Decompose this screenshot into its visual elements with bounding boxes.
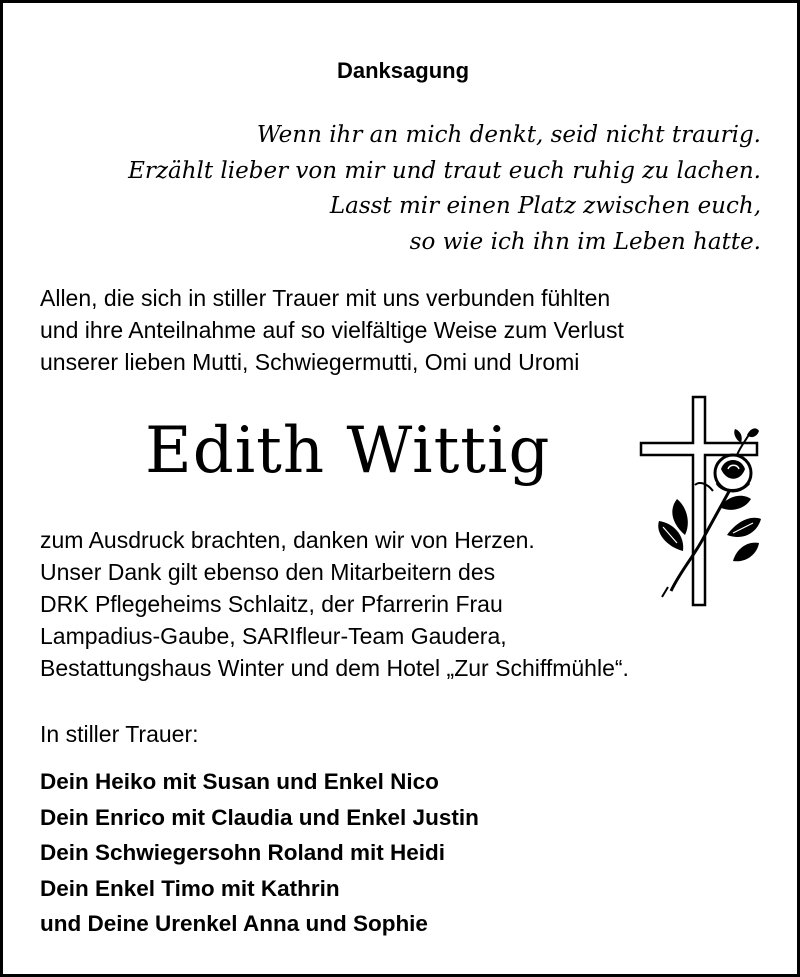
thanks-text bbox=[40, 524, 629, 684]
intro-line: und ihre Anteilnahme auf so vielfältige Weise zum Verlust bbox=[40, 317, 624, 343]
signature-line: Dein Enrico mit Claudia und Enkel Justin bbox=[40, 804, 479, 830]
signature-line: Dein Schwiegersohn Roland mit Heidi bbox=[40, 840, 446, 865]
poem-line: Lasst mir einen Platz zwischen euch, bbox=[329, 193, 761, 219]
thanks-line: Bestattungshaus Winter und dem Hotel „Zur Schiffmühle“. bbox=[40, 655, 629, 681]
intro-line: unserer lieben Mutti, Schwiegermutti, Omi und Uromi bbox=[40, 349, 580, 375]
thanks-line: zum Ausdruck brachten, danken wir von Herzen. bbox=[40, 527, 535, 553]
poem-line: so wie ich ihn im Leben hatte. bbox=[409, 228, 761, 255]
intro-line: Allen, die sich in stiller Trauer mit uns verbunden fühlten bbox=[40, 285, 611, 311]
intro-text bbox=[40, 282, 624, 378]
thanks-line: DRK Pflegeheims Schlaitz, der Pfarrerin Frau bbox=[40, 591, 503, 617]
signatures bbox=[40, 764, 479, 942]
thanks-line: Unser Dank gilt ebenso den Mitarbeitern des bbox=[40, 559, 496, 585]
heading: Danksagung bbox=[336, 58, 470, 83]
cross-with-rose-icon bbox=[633, 395, 773, 610]
signature-line: und Deine Urenkel Anna und Sophie bbox=[40, 911, 428, 936]
signature-line: Dein Heiko mit Susan und Enkel Nico bbox=[40, 769, 439, 794]
signature-line: Dein Enkel Timo mit Kathrin bbox=[40, 875, 340, 901]
mourning-label: In stiller Trauer: bbox=[40, 721, 199, 747]
thanks-line: Lampadius-Gaube, SARIfleur-Team Gaudera, bbox=[40, 623, 507, 649]
deceased-name: Edith Wittig bbox=[145, 414, 551, 488]
poem-line: Erzählt lieber von mir und traut euch ruhig zu lachen. bbox=[128, 157, 761, 184]
poem bbox=[128, 118, 761, 260]
poem-line: Wenn ihr an mich denkt, seid nicht traurig. bbox=[256, 122, 761, 148]
